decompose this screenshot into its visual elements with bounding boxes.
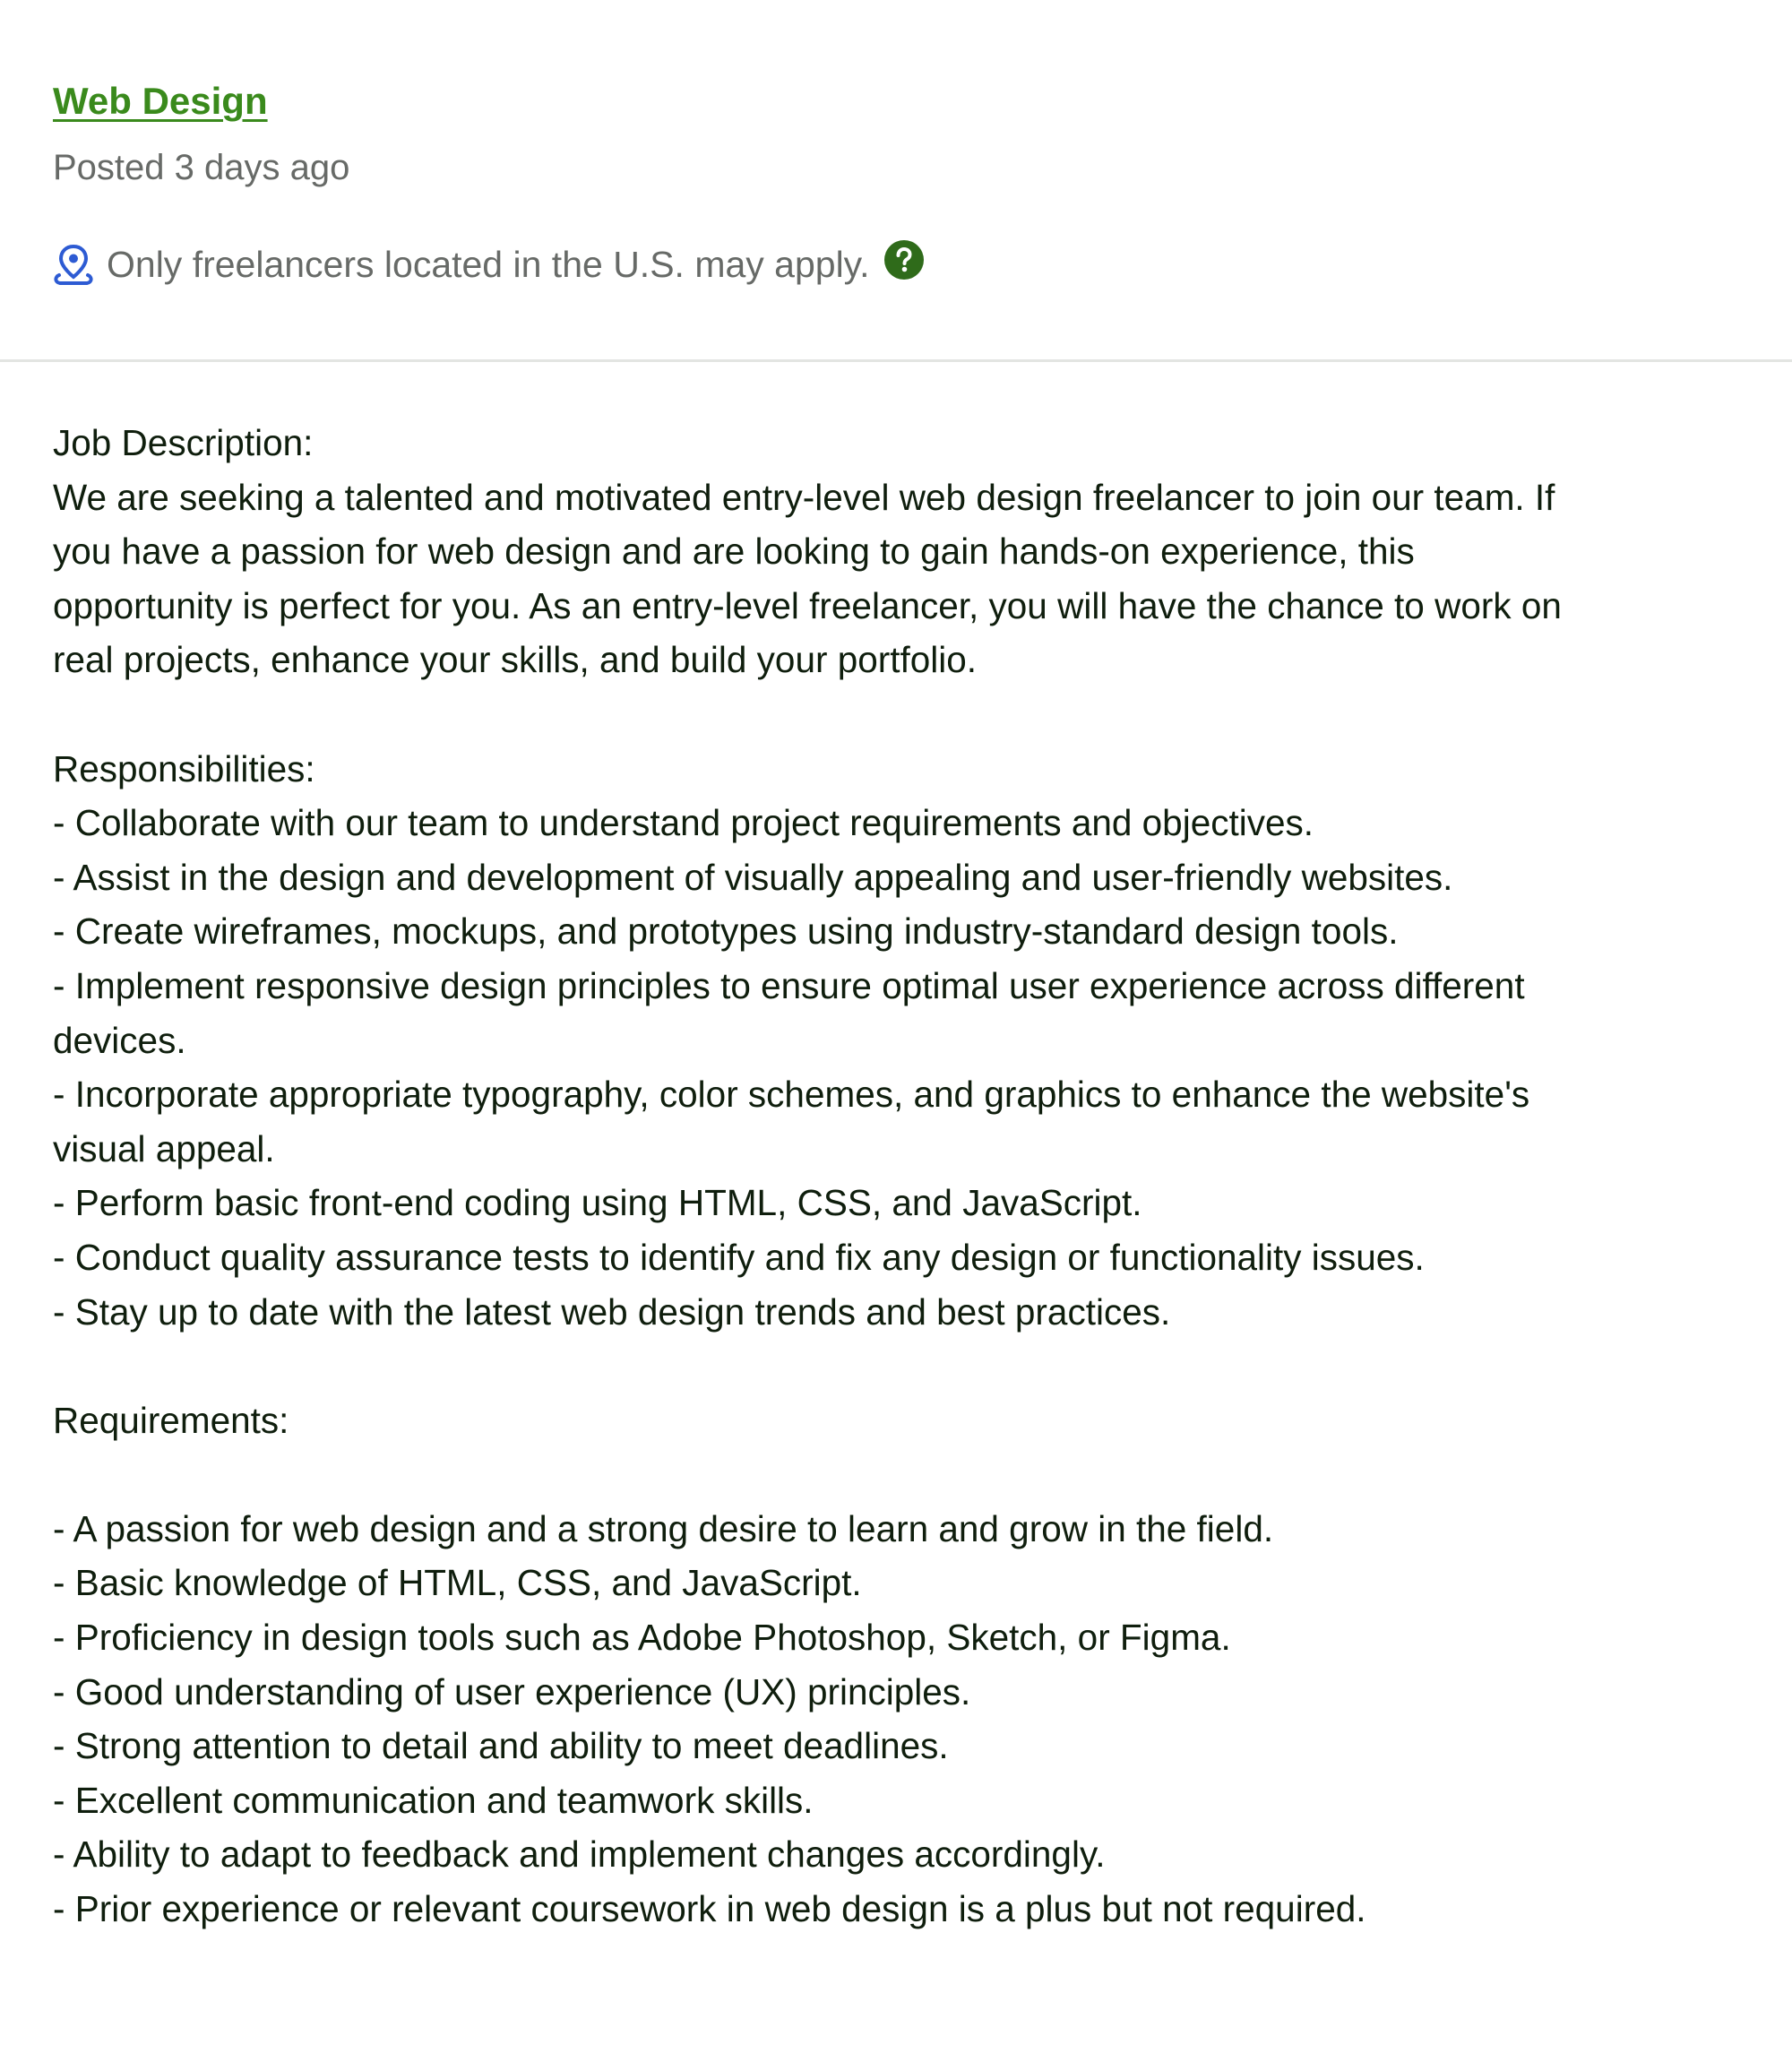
requirement-item: - Basic knowledge of HTML, CSS, and JavaScript.	[53, 1562, 862, 1604]
responsibility-item: - Conduct quality assurance tests to identify and fix any design or functionality issues.	[53, 1236, 1425, 1278]
location-note: Only freelancers located in the U.S. may apply.	[107, 244, 870, 285]
description-line: you have a passion for web design and are looking to gain hands-on experience, this	[53, 531, 1415, 573]
requirement-item: - Excellent communication and teamwork skills.	[53, 1779, 814, 1821]
responsibility-item: - Implement responsive design principles to ensure optimal user experience across different	[53, 964, 1525, 1006]
responsibility-item: - Assist in the design and development of visually appealing and user-friendly websites.	[53, 856, 1453, 898]
description-line: real projects, enhance your skills, and build your portfolio.	[53, 639, 978, 681]
requirement-item: - A passion for web design and a strong desire to learn and grow in the field.	[53, 1507, 1274, 1549]
responsibility-item: - Incorporate appropriate typography, color schemes, and graphics to enhance the website's	[53, 1074, 1530, 1116]
responsibility-item: - Create wireframes, mockups, and prototypes using industry-standard design tools.	[53, 910, 1399, 953]
responsibilities-heading: Responsibilities:	[53, 747, 315, 789]
requirement-item: - Strong attention to detail and ability to meet deadlines.	[53, 1725, 949, 1767]
requirement-item: - Good understanding of user experience (UX) principles.	[53, 1670, 971, 1713]
job-header	[0, 0, 1792, 285]
question-mark-icon[interactable]	[884, 240, 924, 280]
responsibility-item-continued: visual appeal.	[53, 1127, 275, 1169]
requirement-item: - Proficiency in design tools such as Adobe Photoshop, Sketch, or Figma.	[53, 1617, 1231, 1659]
description-line: opportunity is perfect for you. As an entry-level freelancer, you will have the chance to work on	[53, 584, 1562, 626]
blank-line	[53, 687, 1739, 742]
blank-line	[53, 1339, 1739, 1393]
blank-line	[53, 1447, 1739, 1502]
responsibility-item: - Collaborate with our team to understand project requirements and objectives.	[53, 802, 1314, 844]
responsibility-item: - Perform basic front-end coding using HTML, CSS, and JavaScript.	[53, 1182, 1142, 1224]
posted-time: Posted 3 days ago	[53, 148, 350, 187]
responsibility-item: - Stay up to date with the latest web design trends and best practices.	[53, 1290, 1171, 1333]
requirements-heading: Requirements:	[53, 1399, 289, 1441]
section-divider	[0, 359, 1792, 362]
requirement-item: - Ability to adapt to feedback and implement changes accordingly.	[53, 1833, 1106, 1876]
location-restriction	[53, 242, 1739, 287]
responsibility-item-continued: devices.	[53, 1019, 186, 1061]
description-line: We are seeking a talented and motivated entry-level web design freelancer to join our team. If	[53, 476, 1555, 518]
requirement-item: - Prior experience or relevant coursework in web design is a plus but not required.	[53, 1888, 1366, 1930]
category-link[interactable]: Web Design	[53, 80, 268, 122]
job-description	[0, 416, 1792, 1937]
description-heading: Job Description:	[53, 422, 314, 463]
location-pin-icon	[53, 243, 94, 286]
